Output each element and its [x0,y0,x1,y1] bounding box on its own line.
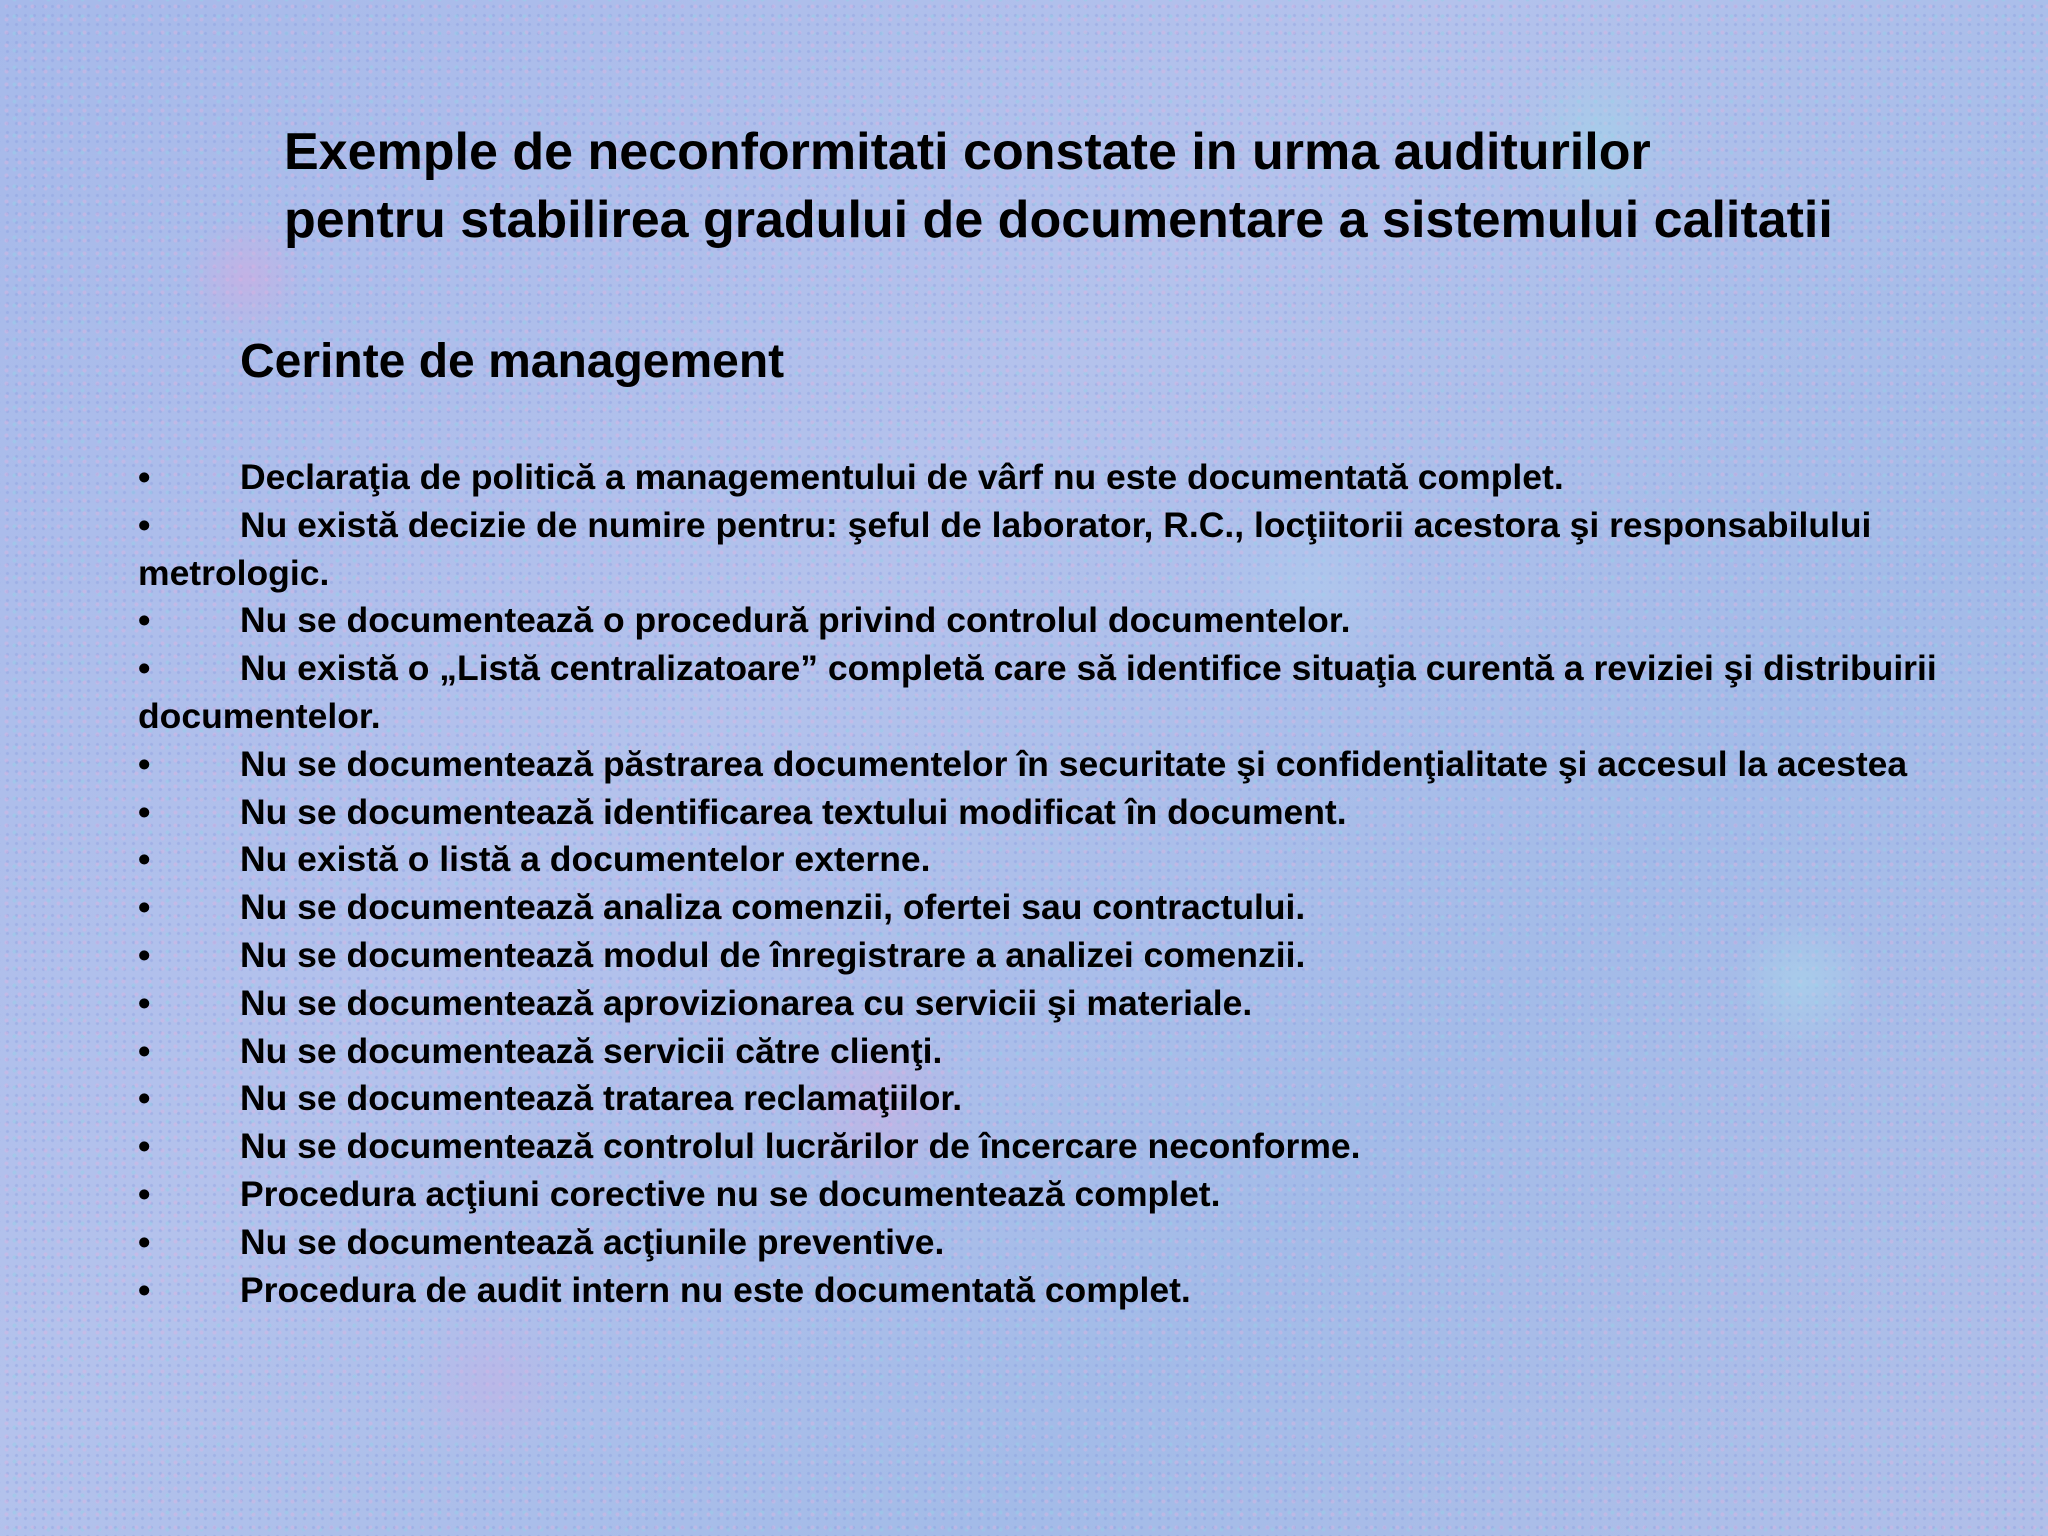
list-item [138,1123,2018,1171]
bullet-glyph: • [138,504,151,545]
bullet-glyph: • [138,982,151,1023]
slide-title [284,118,2004,254]
bullet-glyph: • [138,1078,151,1119]
list-item-text: Nu se documentează controlul lucrărilor de încercare neconforme. [240,1126,1361,1167]
list-item [138,1075,2018,1123]
list-item-text: Nu se documentează servicii către clienţi. [240,1030,943,1071]
list-item-text: Nu se documentează analiza comenzii, ofertei sau contractului. [240,887,1306,928]
bullet-glyph: • [138,1030,151,1071]
bullet-glyph: • [138,839,151,880]
bullet-glyph: • [138,648,151,689]
list-item-text: Procedura acţiuni corective nu se documentează complet. [240,1173,1221,1214]
bullet-glyph: • [138,457,151,497]
list-item-text: Nu se documentează aprovizionarea cu servicii şi materiale. [240,982,1253,1023]
list-item-text: Nu se documentează modul de înregistrare a analizei comenzii. [240,934,1306,975]
list-item-text: Nu există decizie de numire pentru: şeful de laborator, R.C., locţiitorii acestora şi responsabilului metrologic. [138,504,1872,593]
list-item-text: Declaraţia de politică a managementului de vârf nu este documentată complet. [240,457,1564,497]
bullet-glyph: • [138,1126,151,1167]
list-item [138,932,2018,980]
bullet-glyph: • [138,791,151,832]
list-item [138,1171,2018,1219]
bullet-glyph: • [138,1221,151,1262]
list-item-text: Nu există o „Listă centralizatoare” completă care să identifice situaţia curentă a reviziei şi distribuirii documentelor. [138,648,1937,736]
list-item [138,1219,2018,1267]
section-heading: Cerinte de management [240,335,785,388]
list-item-text: Nu se documentează păstrarea documentelor în securitate şi confidenţialitate şi accesul la acestea [240,743,1908,784]
list-item-text: Procedura de audit intern nu este documentată complet. [240,1269,1191,1310]
bullet-glyph: • [138,1173,151,1214]
list-item-text: Nu există o listă a documentelor externe. [240,839,931,880]
bullet-glyph: • [138,887,151,928]
list-item [138,597,2018,645]
nonconformity-list [138,454,2018,1314]
list-item [138,836,2018,884]
list-item-text: Nu se documentează identificarea textului modificat în document. [240,791,1347,832]
bullet-glyph: • [138,743,151,784]
slide-title-line-2: pentru stabilirea gradului de documentare a sistemului calitatii [284,191,1833,249]
bullet-glyph: • [138,934,151,975]
list-item [138,789,2018,837]
list-item [138,454,2018,502]
list-item-text: Nu se documentează o procedură privind controlul documentelor. [240,600,1351,641]
list-item [138,884,2018,932]
bullet-glyph: • [138,1269,151,1310]
slide-title-line-1: Exemple de neconformitati constate in urma auditurilor [284,123,1651,181]
list-item [138,1267,2018,1315]
list-item [138,645,2018,741]
bullet-glyph: • [138,600,151,641]
list-item-text: Nu se documentează acţiunile preventive. [240,1221,945,1262]
list-item [138,502,2018,598]
list-item [138,741,2018,789]
list-item [138,980,2018,1028]
list-item-text: Nu se documentează tratarea reclamaţiilor. [240,1078,963,1119]
list-item [138,1028,2018,1076]
